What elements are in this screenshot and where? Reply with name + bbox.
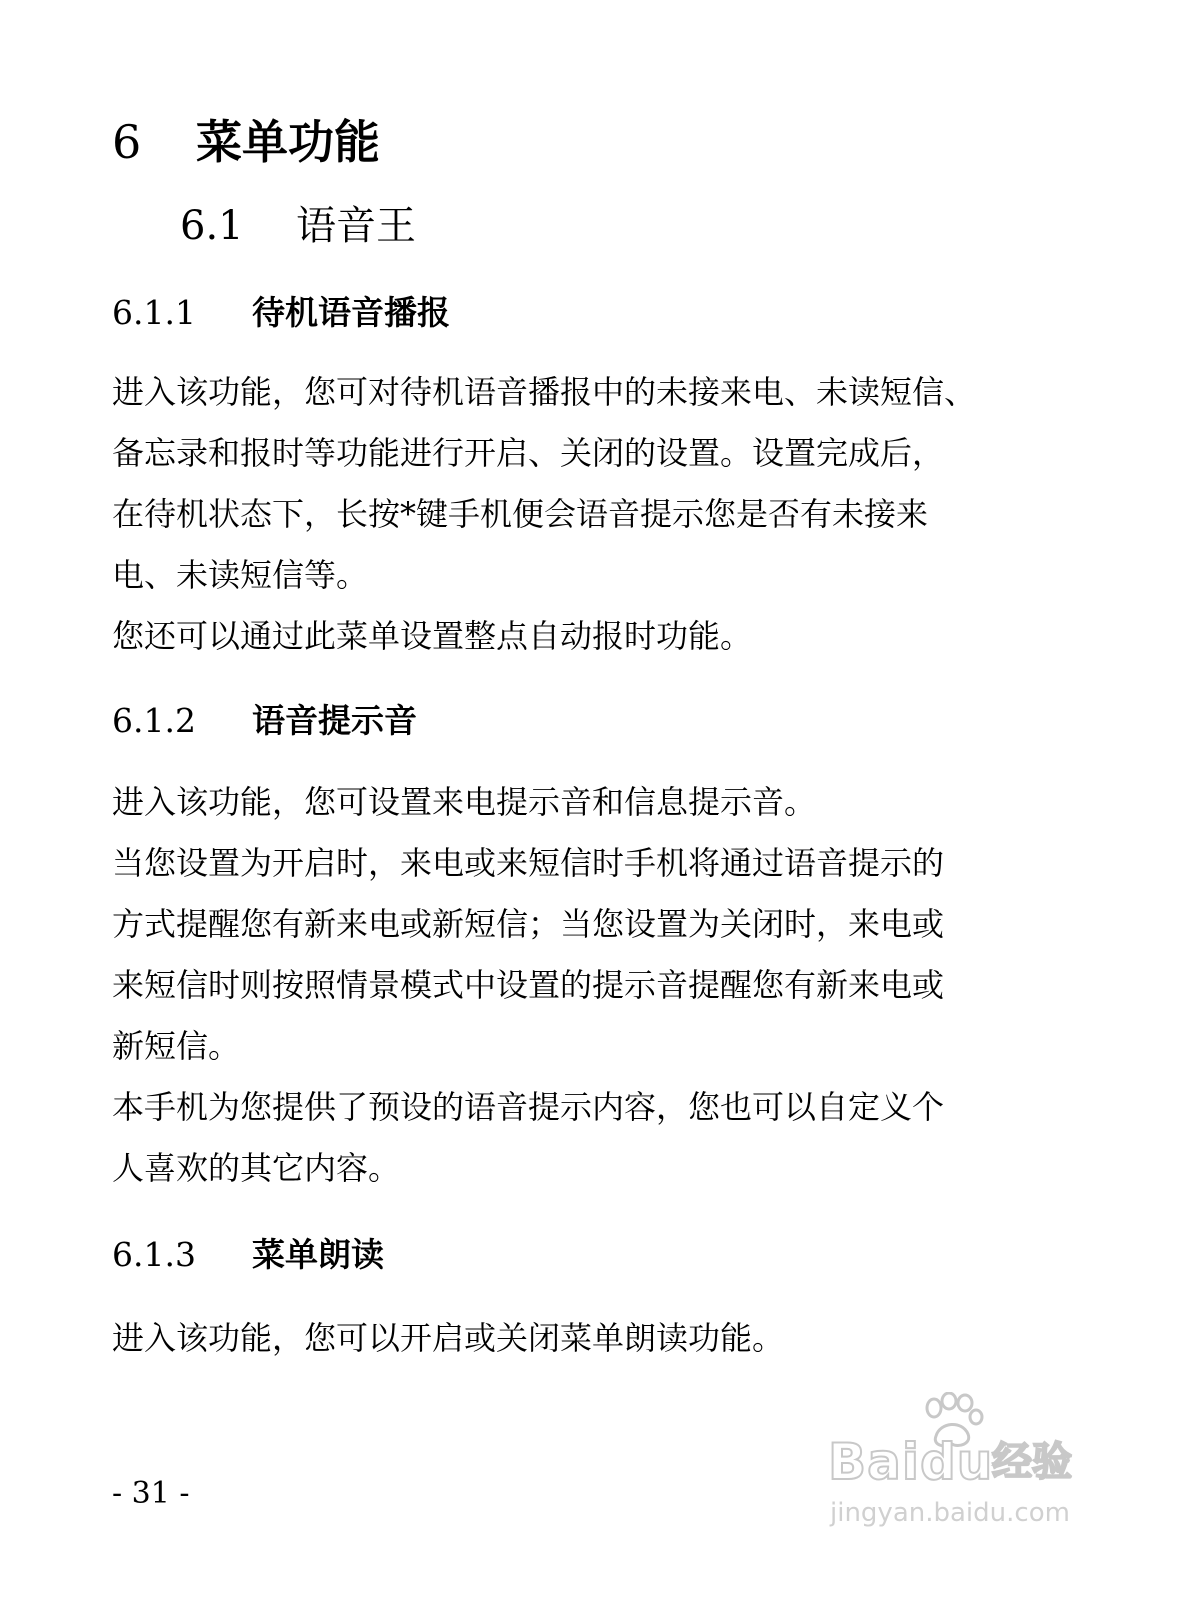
subsection-title: 待机语音播报: [252, 293, 450, 332]
chapter-number: 6: [112, 115, 142, 169]
body-line: 进入该功能，您可设置来电提示音和信息提示音。: [112, 783, 817, 821]
chapter-heading: [112, 112, 380, 172]
body-line: 进入该功能，您可对待机语音播报中的未接来电、未读短信、: [112, 373, 977, 411]
subsection-number: 6.1.2: [112, 701, 196, 740]
subsection-body-6-1-3: [112, 1308, 1032, 1369]
chapter-title: 菜单功能: [196, 115, 380, 169]
section-title: 语音王: [296, 203, 416, 249]
body-line: 进入该功能，您可以开启或关闭菜单朗读功能。: [112, 1319, 785, 1357]
subsection-heading-6-1-2: [112, 698, 417, 744]
body-line: 人喜欢的其它内容。: [112, 1149, 401, 1187]
section-number: 6.1: [180, 203, 244, 249]
watermark-brand: Baidu: [828, 1433, 994, 1491]
subsection-body-6-1-2: [112, 772, 1032, 1199]
subsection-title: 语音提示音: [252, 701, 417, 740]
body-line: 本手机为您提供了预设的语音提示内容，您也可以自定义个: [112, 1088, 945, 1126]
watermark-url: jingyan.baidu.com: [830, 1498, 1070, 1528]
watermark-sub: 经验: [992, 1439, 1072, 1485]
page-number: - 31 -: [112, 1476, 190, 1511]
body-line: 来短信时则按照情景模式中设置的提示音提醒您有新来电或: [112, 966, 945, 1004]
body-line: 您还可以通过此菜单设置整点自动报时功能。: [112, 617, 753, 655]
subsection-number: 6.1.3: [112, 1235, 196, 1274]
subsection-heading-6-1-3: [112, 1232, 384, 1278]
body-line: 当您设置为开启时，来电或来短信时手机将通过语音提示的: [112, 844, 945, 882]
subsection-body-6-1-1: [112, 362, 1032, 667]
body-line: 备忘录和报时等功能进行开启、关闭的设置。设置完成后，: [112, 434, 945, 472]
subsection-heading-6-1-1: [112, 290, 450, 336]
body-line: 新短信。: [112, 1027, 241, 1065]
body-line: 方式提醒您有新来电或新短信；当您设置为关闭时，来电或: [112, 905, 945, 943]
section-heading: [180, 198, 416, 254]
body-line: 电、未读短信等。: [112, 556, 369, 594]
body-line: 在待机状态下，长按*键手机便会语音提示您是否有未接来: [112, 495, 929, 533]
baidu-watermark: [822, 1392, 1082, 1588]
subsection-title: 菜单朗读: [252, 1235, 384, 1274]
subsection-number: 6.1.1: [112, 293, 196, 332]
